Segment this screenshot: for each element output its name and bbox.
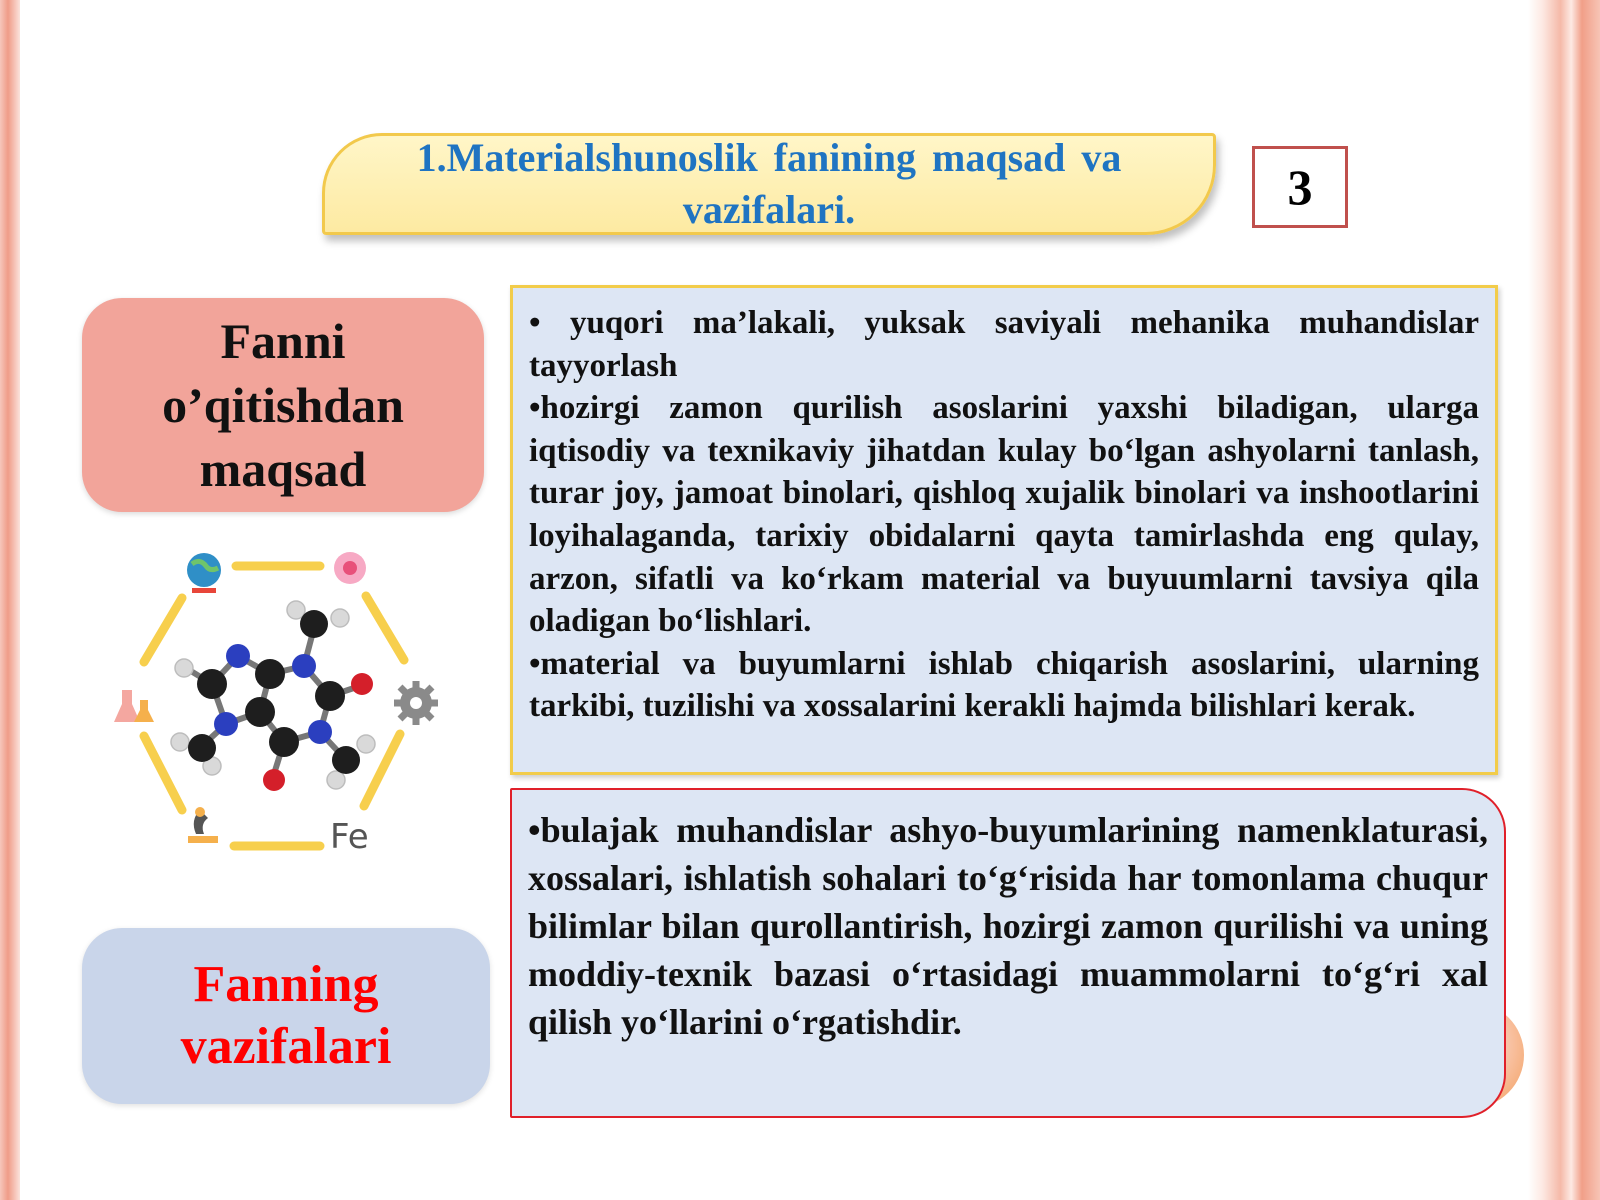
right-decorative-edge <box>1528 0 1600 1200</box>
slide-title: 1.Materialshunoslik fanining maqsad va vazifalari. <box>416 135 1122 232</box>
title-banner <box>322 133 1216 235</box>
flask-icon <box>114 690 154 722</box>
globe-icon <box>187 553 221 593</box>
goal-heading-box <box>82 298 484 512</box>
tasks-heading: Fanning vazifalari <box>180 956 392 1075</box>
goal-paragraph: •material va buyumlarni ishlab chiqarish asoslarini, ularning tarkibi, tuzilishi va xossalarini kerakli hajmda bilishlari kerak. <box>529 645 1479 725</box>
molecule-illustration <box>108 538 458 878</box>
left-decorative-edge <box>0 0 20 1200</box>
tasks-paragraph: •bulajak muhandislar ashyo-buyumlarining namenklaturasi, xossalari, ishlatish sohalari to‘g‘risida har tomonlama chuqur bilimlar bilan qurollantirish, hozirgi zamon qurilishi va uning moddiy-texnik bazasi o‘rtasidagi muammolarni to‘g‘ri xal qilish yo‘llarini o‘rgatishdir. <box>528 810 1488 1042</box>
page-number: 3 <box>1252 146 1348 228</box>
goal-paragraph: • yuqori ma’lakali, yuksak saviyali mehanika muhandislar tayyorlash <box>529 305 1479 384</box>
goal-paragraph: •hozirgi zamon qurilish asoslarini yaxshi biladigan, ularga iqtisodiy va texnikaviy jihatdan kulay bo‘lgan ashyolarni tanlash, turar joy, jamoat binolari, qishloq xujalik binolari va inshootlarini loyihalaganda, tarixiy obidalarni qayta tamirlashda eng qulay, arzon, sifatli va ko‘rkam material va buyuumlarni tavsiya qila oladigan bo‘lishlari. <box>529 390 1479 640</box>
microscope-icon <box>188 807 218 843</box>
tasks-heading-box <box>82 928 490 1104</box>
goal-heading: Fanni o’qitishdan maqsad <box>162 313 404 497</box>
gear-icon <box>394 681 438 725</box>
hexagon-frame <box>144 566 404 846</box>
tasks-content-box <box>510 788 1506 1118</box>
cell-icon <box>334 552 366 584</box>
element-label-fe: Fe <box>330 817 369 857</box>
goal-content-box <box>510 285 1498 775</box>
